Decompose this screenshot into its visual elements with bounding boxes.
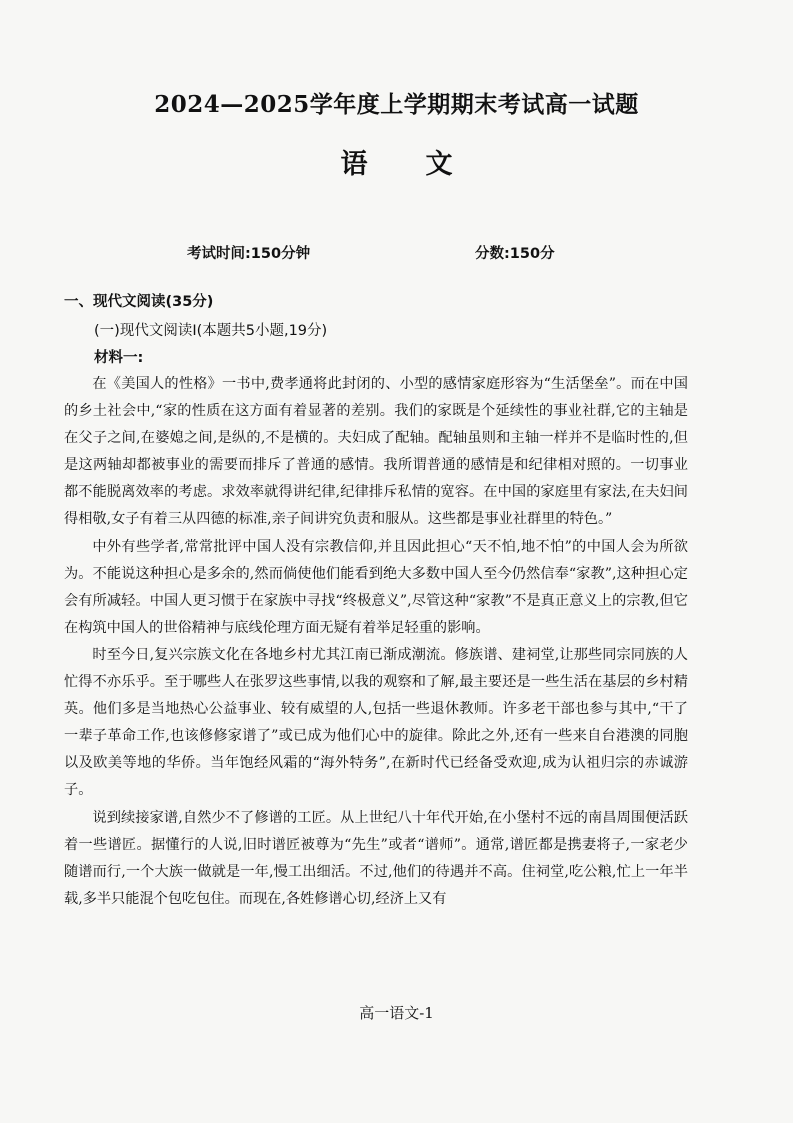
paragraph: 说到续接家谱,自然少不了修谱的工匠。从上世纪八十年代开始,在小堡村不远的南昌周围便活跃着一些谱匠。据懂行的人说,旧时谱匠被尊为“先生”或者“谱师”。通常,谱匠都是携妻将子,一家老少随谱而行,一个大族一做就是一年,慢工出细活。不过,他们的待遇并不高。住祠堂,吃公粮,忙上一年半载,多半只能混个包吃包住。而现在,各姓修谱心切,经济上又有 [64,809,688,907]
exam-score: 分数:150分 [475,246,555,262]
paragraph: 在《美国人的性格》一书中,费孝通将此封闭的、小型的感情家庭形容为“生活堡垒”。而在中国的乡土社会中,“家的性质在这方面有着显著的差别。我们的家既是个延续性的事业社群,它的主轴是在父子之间,在婆媳之间,是纵的,不是横的。夫妇成了配轴。配轴虽则和主轴一样并不是临时性的,但是这两轴却都被事业的需要而排斥了普通的感情。我所谓普通的感情是和纪律相对照的。一切事业都不能脱离效率的考虑。求效率就得讲纪律,纪律排斥私情的宽容。在中国的家庭里有家法,在夫妇间得相敬,女子有着三从四德的标准,亲子间讲究负责和服从。这些都是事业社群里的特色。” [64,376,688,528]
subject-title: 语文 [340,149,511,180]
material-label: 材料一: [94,350,144,366]
exam-title: 2024—2025学年度上学期期末考试高一试题 [154,91,639,118]
reading-passage [64,371,688,913]
exam-time: 考试时间:150分钟 [187,246,311,262]
section-heading: 一、现代文阅读(35分) [64,294,214,310]
paragraph: 中外有些学者,常常批评中国人没有宗教信仰,并且因此担心“天不怕,地不怕”的中国人会为所欲为。不能说这种担心是多余的,然而倘使他们能看到绝大多数中国人至今仍然信奉“家教”,这种担心定会有所减轻。中国人更习惯于在家族中寻找“终极意义”,尽管这种“家教”不是真正意义上的宗教,但它在构筑中国人的世俗精神与底线伦理方面无疑有着举足轻重的影响。 [64,538,688,636]
paragraph: 时至今日,复兴宗族文化在各地乡村尤其江南已渐成潮流。修族谱、建祠堂,让那些同宗同族的人忙得不亦乐乎。至于哪些人在张罗这些事情,以我的观察和了解,最主要还是一些生活在基层的乡村精英。他们多是当地热心公益事业、较有威望的人,包括一些退休教师。许多老干部也参与其中,“干了一辈子革命工作,也该修修家谱了”或已成为他们心中的旋律。除此之外,还有一些来自台港澳的同胞以及欧美等地的华侨。当年饱经风霜的“海外特务”,在新时代已经备受欢迎,成为认祖归宗的赤诚游子。 [64,646,688,799]
subsection-heading: (一)现代文阅读Ⅰ(本题共5小题,19分) [94,323,328,339]
page-footer: 高一语文-1 [359,1004,434,1022]
